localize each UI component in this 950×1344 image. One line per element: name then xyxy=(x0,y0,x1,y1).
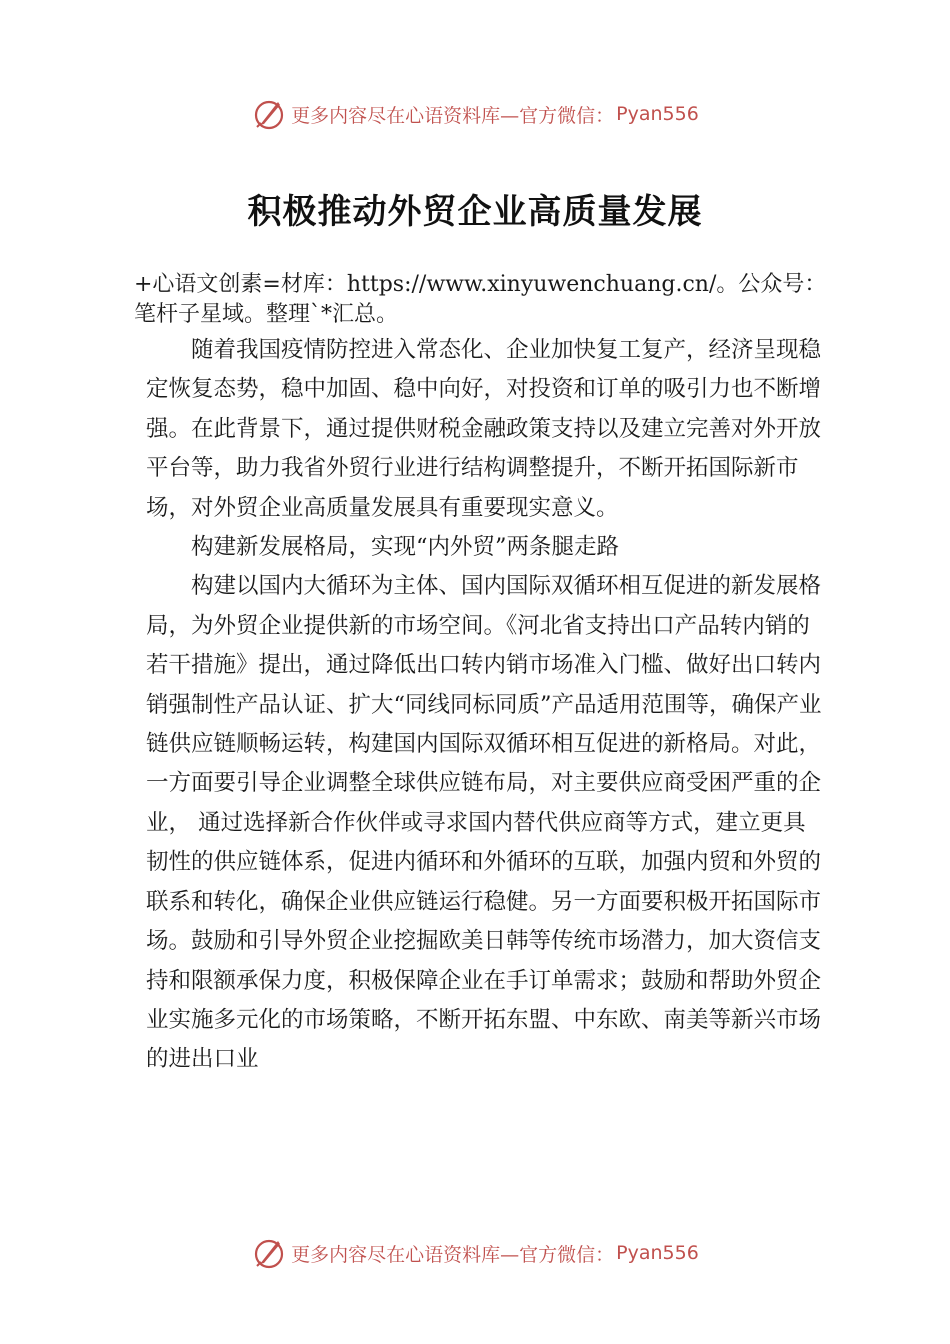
section-heading: 构建新发展格局，实现“内外贸”两条腿走路 xyxy=(191,534,620,561)
watermark-wechat-id: Pyan556 xyxy=(616,1242,699,1264)
document-title: 积极推动外贸企业高质量发展 xyxy=(247,192,703,232)
watermark-text: 更多内容尽在心语资料库—官方微信： xyxy=(291,104,615,127)
watermark-wechat-id: Pyan556 xyxy=(616,103,699,125)
paragraph-main: 构建以国内大循环为主体、国内国际双循环相互促进的新发展格局，为外贸企业提供新的市场空间。《河北省支持出口产品转内销的若干措施》提出，通过降低出口转内销市场准入门槛、做好出口转内销强制性产品认证、扩大“同线同标同质”产品适用范围等，确保产业链供应链顺畅运转，构建国内国际双循环相互促进的新格局。对此，一方面要引导企业调整全球供应链布局，对主要供应商受困严重的企业， 通过选择新合作伙伴或寻求国内替代供应商等方式，建立更具韧性的供应链体系，促进内循环和外循环的互联，加强内贸和外贸的联系和转化，确保企业供应链运行稳健。另一方面要积极开拓国际市场。鼓励和引导外贸企业挖掘欧美日韩等传统市场潜力，加大资信支持和限额承保力度，积极保障企业在手订单需求；鼓励和帮助外贸企业实施多元化的市场策略，不断开拓东盟、中东欧、南美等新兴市场的进出口业 xyxy=(146,573,822,1073)
footer-watermark xyxy=(0,1233,950,1273)
quill-logo-icon xyxy=(251,1235,287,1271)
watermark-text: 更多内容尽在心语资料库—官方微信： xyxy=(291,1243,615,1266)
source-line: +心语文创素=材库：https://www.xinyuwenchuang.cn/。公众号：笔杆子星域。整理`*汇总。 xyxy=(134,272,827,327)
paragraph-intro: 随着我国疫情防控进入常态化、企业加快复工复产，经济呈现稳定恢复态势，稳中加固、稳中向好，对投资和订单的吸引力也不断增强。在此背景下，通过提供财税金融政策支持以及建立完善对外开放平台等，助力我省外贸行业进行结构调整提升，不断开拓国际新市场，对外贸企业高质量发展具有重要现实意义。 xyxy=(146,337,822,521)
quill-logo-icon xyxy=(251,96,287,132)
header-watermark xyxy=(0,94,950,134)
document-body xyxy=(146,331,826,1080)
